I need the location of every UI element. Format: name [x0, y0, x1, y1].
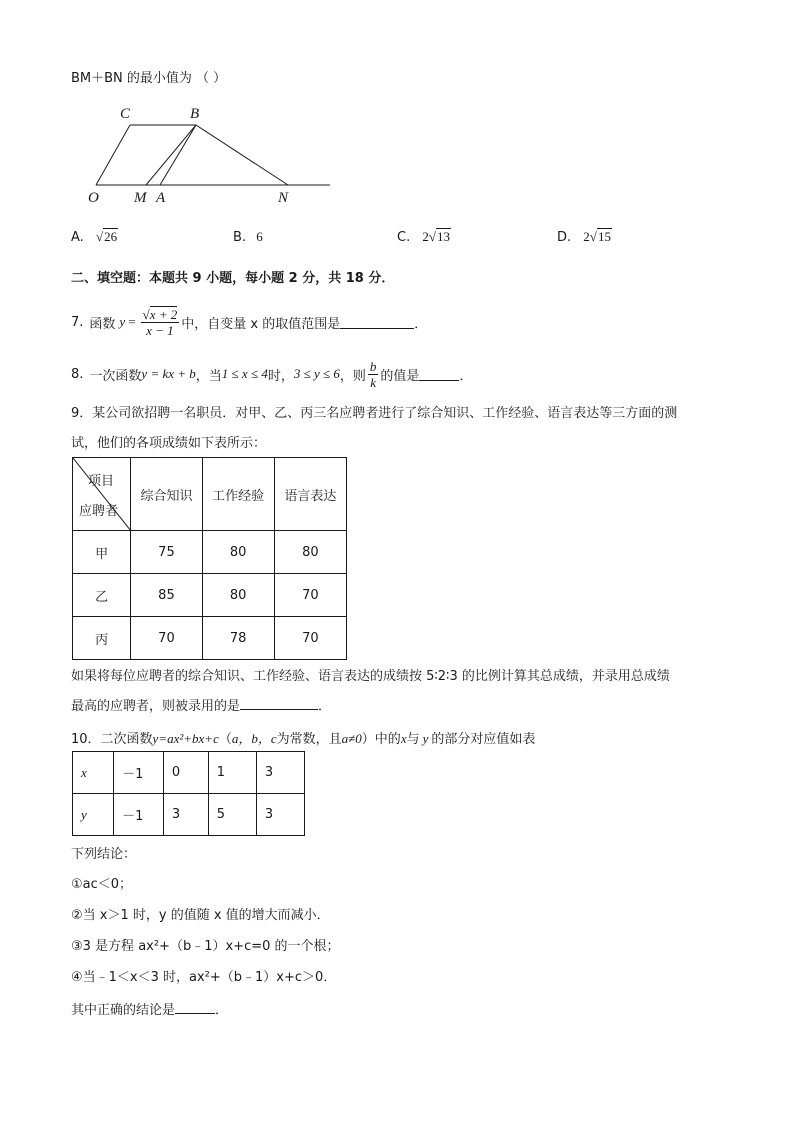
question-8 — [71, 356, 472, 392]
q9-end: ． — [318, 699, 332, 714]
option-b — [233, 229, 263, 245]
q7-equals: = — [128, 314, 136, 329]
table-corner-cell — [73, 458, 131, 531]
q8-prefix: 一次函数 — [89, 368, 142, 384]
q8-cond1: 1 ≤ x ≤ 4 — [221, 366, 268, 381]
label-M: M — [134, 190, 147, 206]
q9-answer-blank[interactable] — [240, 697, 318, 710]
q10-cond: a≠0 — [341, 731, 362, 746]
q10-end: 的部分对应值如表 — [431, 732, 536, 747]
q7-text: 中，自变量 x 的取值范围是 — [181, 316, 341, 332]
table-cell: 70 — [131, 617, 202, 660]
table-cell: 80 — [202, 531, 274, 574]
q10-post: ）中的 — [361, 732, 401, 747]
q7-numerator: √x + 2 — [142, 306, 178, 322]
option-a-value: √26 — [95, 229, 118, 244]
segment-BN — [196, 125, 288, 185]
geometry-figure — [80, 100, 340, 210]
option-b-letter: B. — [233, 230, 247, 245]
q10-final-text: 其中正确的结论是 — [71, 1003, 176, 1018]
option-c — [397, 229, 451, 245]
table-cell: 75 — [131, 531, 202, 574]
option-c-letter: C. — [397, 230, 411, 245]
q10-and: 与 — [406, 732, 420, 747]
q7-end: ． — [414, 316, 428, 332]
q9-line-4 — [71, 695, 331, 714]
table-cell: 85 — [131, 574, 202, 617]
section-heading: 二、填空题：本题共 9 小题，每小题 2 分，共 18 分． — [71, 271, 395, 286]
q7-prefix: 函数 — [89, 316, 116, 332]
table-cell: －1 — [114, 794, 164, 836]
table-cell: 80 — [274, 531, 346, 574]
option-a — [71, 229, 118, 245]
row-label-x: x — [73, 752, 114, 794]
row-name-cell: 丙 — [73, 617, 131, 660]
q10-value-table — [72, 751, 305, 836]
q8-frac-den: k — [370, 374, 377, 390]
question-stem-tail: BM＋BN 的最小值为 （ ） — [71, 71, 227, 86]
option-c-radicand: 13 — [437, 229, 450, 244]
segment-OC — [96, 125, 130, 185]
option-a-radicand: 26 — [104, 229, 118, 244]
corner-top-label: 项目 — [88, 474, 115, 489]
table-row — [73, 574, 347, 617]
label-C: C — [120, 106, 131, 122]
q7-answer-blank[interactable] — [340, 316, 414, 329]
q8-function: y = kx + b — [141, 366, 196, 381]
q7-number: 7. — [71, 314, 84, 330]
table-cell: 70 — [274, 574, 346, 617]
row-name-cell: 甲 — [73, 531, 131, 574]
row-label-y: y — [73, 794, 114, 836]
option-c-coef: 2 — [422, 229, 429, 244]
conclusion-2: ②当 x＞1 时，y 的值随 x 值的增大而减小． — [71, 908, 330, 923]
corner-diagonal — [73, 458, 131, 531]
q7-numerator-radicand: x + 2 — [149, 306, 178, 322]
label-N: N — [278, 190, 289, 206]
label-O: O — [88, 190, 99, 206]
q8-mid3: ，则 — [339, 368, 366, 384]
q8-answer-blank[interactable] — [419, 368, 459, 381]
table-row — [73, 531, 347, 574]
q9-line-1: 9．某公司欲招聘一名职员．对甲、乙、丙三名应聘者进行了综合知识、工作经验、语言表达等三方面的测 — [71, 406, 678, 421]
table-header-row — [73, 458, 347, 531]
corner-bottom-label: 应聘者 — [79, 504, 119, 519]
table-cell: 3 — [256, 794, 304, 836]
table-header-cell: 工作经验 — [202, 458, 274, 531]
q10-coefs: a，b，c — [231, 731, 277, 746]
table-cell: 80 — [202, 574, 274, 617]
q10-answer-blank[interactable] — [175, 1001, 215, 1014]
label-B: B — [190, 106, 200, 122]
q10-final-line — [71, 999, 228, 1018]
conclusion-3: ③3 是方程 ax²+（b﹣1）x+c=0 的一个根； — [71, 939, 340, 954]
q10-line-1 — [71, 728, 535, 747]
option-d — [557, 229, 612, 245]
conclusion-1: ①ac＜0； — [71, 877, 133, 892]
q10-function: y=ax²+bx+c — [152, 731, 219, 746]
q7-fraction — [141, 307, 180, 338]
q10-x: x — [400, 731, 407, 746]
option-a-letter: A. — [71, 230, 84, 245]
q8-text: 的值是 — [380, 368, 420, 384]
q7-y: y — [119, 314, 126, 329]
table-cell: 78 — [202, 617, 274, 660]
q8-mid2: 时， — [267, 368, 294, 384]
q7-denominator: x − 1 — [146, 322, 174, 338]
q8-fraction — [368, 359, 379, 390]
q8-number: 8. — [71, 366, 84, 382]
segment-BA — [160, 125, 196, 185]
row-name-cell: 乙 — [73, 574, 131, 617]
conclusions-intro: 下列结论： — [71, 847, 137, 862]
table-row-x — [73, 752, 305, 794]
q8-mid1: ，当 — [195, 368, 222, 384]
table-cell: －1 — [114, 752, 164, 794]
option-d-letter: D. — [557, 230, 572, 245]
table-header-cell: 综合知识 — [131, 458, 202, 531]
q10-const-text: 为常数，且 — [276, 732, 342, 747]
q8-frac-num: b — [369, 358, 377, 374]
table-cell: 3 — [256, 752, 304, 794]
q10-y: y — [422, 731, 429, 746]
segment-BM — [146, 125, 196, 185]
table-row — [73, 617, 347, 660]
table-row-y — [73, 794, 305, 836]
table-header-cell: 语言表达 — [274, 458, 346, 531]
q10-final-end: ． — [215, 1003, 229, 1018]
table-cell: 1 — [208, 752, 256, 794]
q8-cond2: 3 ≤ y ≤ 6 — [293, 366, 340, 381]
option-d-coef: 2 — [583, 229, 590, 244]
q8-end: ． — [459, 368, 473, 384]
q9-line-4-text: 最高的应聘者，则被录用的是 — [71, 699, 241, 714]
option-b-value: 6 — [256, 229, 263, 244]
q9-score-table — [72, 457, 347, 660]
option-c-value: √13 — [428, 229, 450, 244]
q9-line-2: 试，他们的各项成绩如下表所示： — [71, 436, 267, 451]
table-cell: 3 — [163, 794, 208, 836]
label-A: A — [156, 190, 166, 206]
q9-line-3: 如果将每位应聘者的综合知识、工作经验、语言表达的成绩按 5∶2∶3 的比例计算其总成绩，并录用总成绩 — [71, 669, 670, 684]
option-d-value: √15 — [589, 229, 611, 244]
q10-prefix: 10．二次函数 — [71, 732, 153, 747]
table-cell: 0 — [163, 752, 208, 794]
table-cell: 5 — [208, 794, 256, 836]
question-7 — [71, 304, 427, 340]
option-d-radicand: 15 — [597, 229, 611, 244]
table-cell: 70 — [274, 617, 346, 660]
conclusion-4: ④当﹣1＜x＜3 时，ax²+（b﹣1）x+c＞0． — [71, 970, 337, 985]
q10-paren-open: （ — [218, 732, 232, 747]
